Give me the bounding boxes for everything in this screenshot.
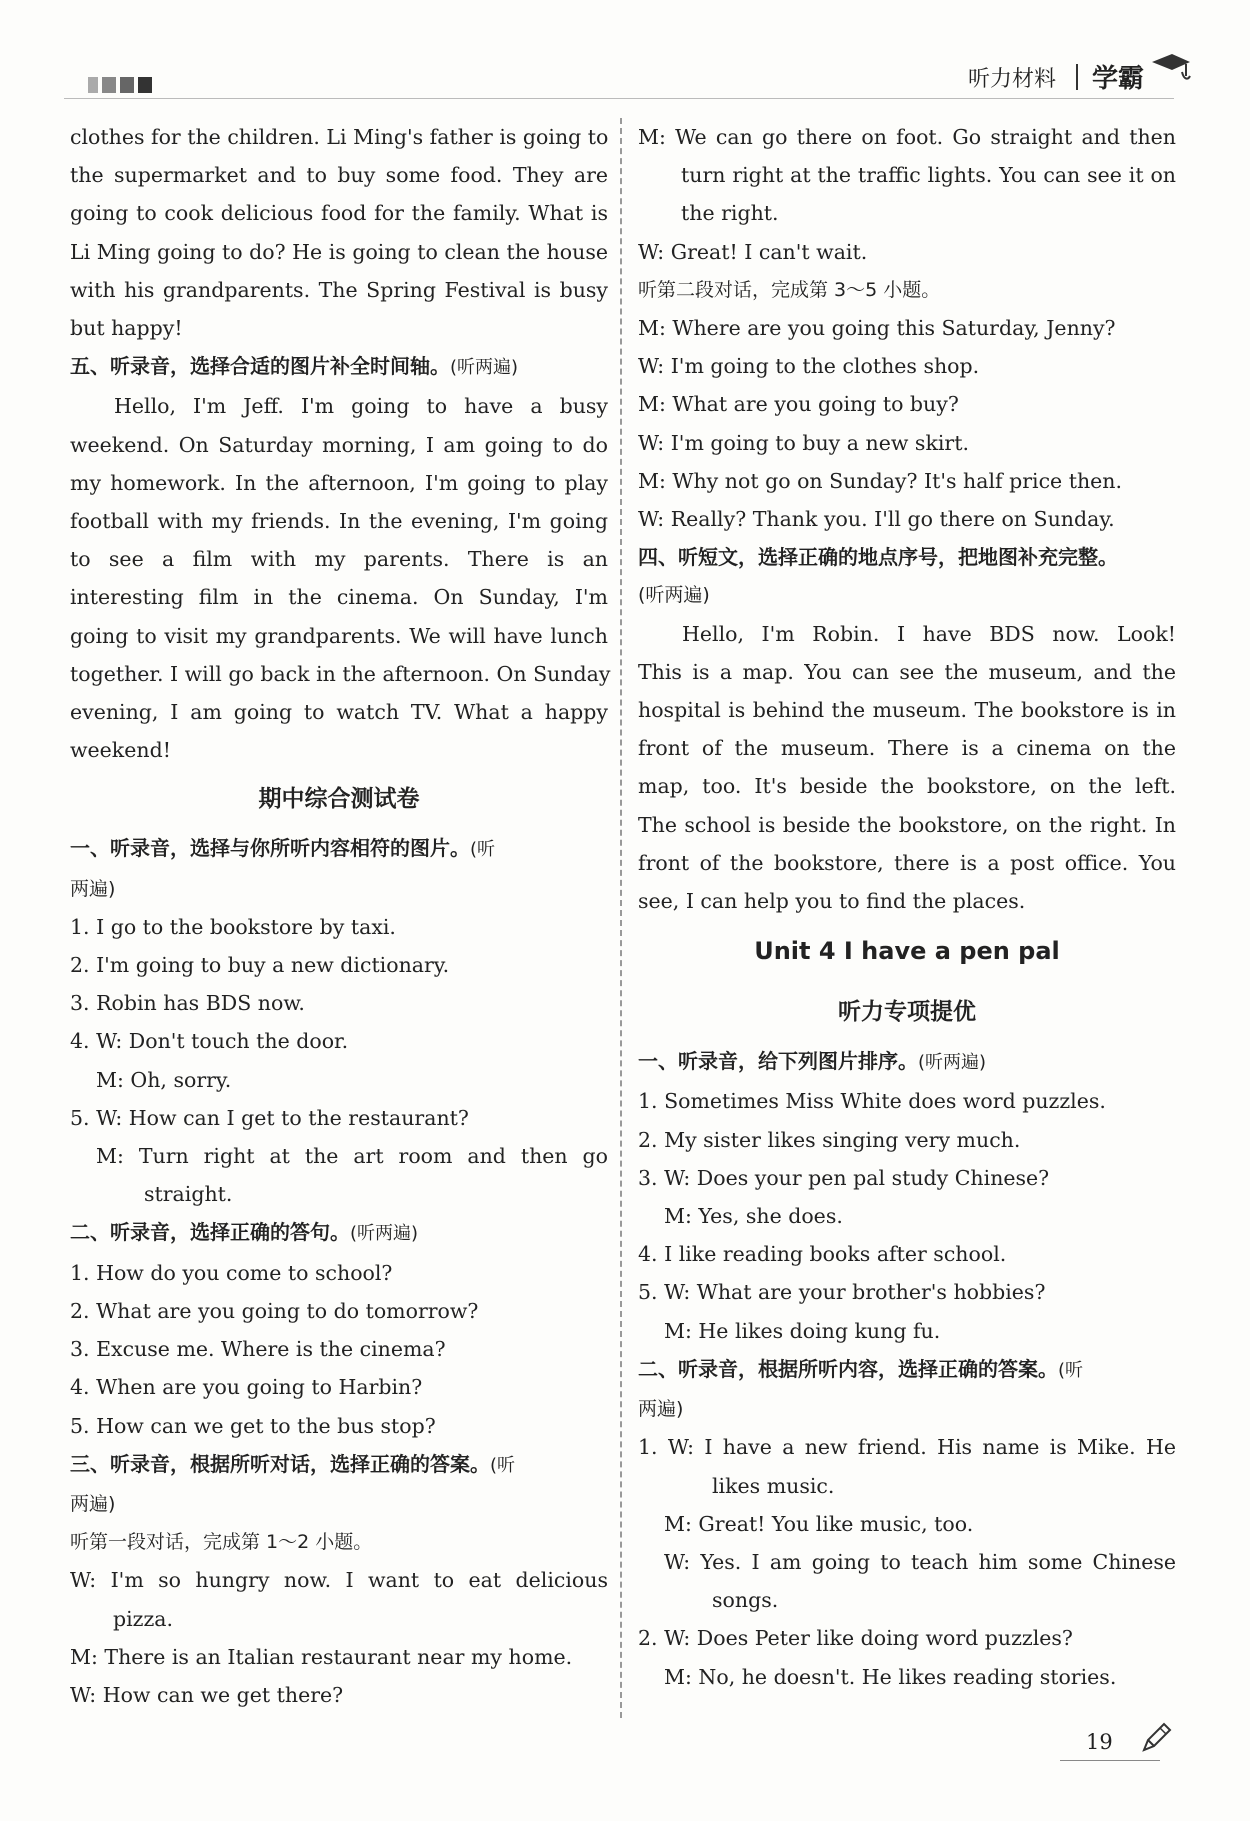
section-heading xyxy=(70,347,608,387)
pencil-icon xyxy=(1140,1722,1172,1754)
text-line: 1. W: I have a new friend. His name is Mike. He xyxy=(638,1435,1176,1460)
paragraph-first-line: Hello, I'm Robin. I have BDS now. Look! xyxy=(682,621,1176,646)
text-line: but happy! xyxy=(70,316,183,341)
text-line: W: Really? Thank you. I'll go there on Sunday. xyxy=(638,507,1115,532)
text-line: clothes for the children. Li Ming's father is going to xyxy=(70,125,609,149)
text-line: 4. W: Don't touch the door. xyxy=(70,1029,349,1054)
text-line: M: There is an Italian restaurant near my home. xyxy=(70,1644,573,1669)
text-line: 2. I'm going to buy a new dictionary. xyxy=(70,953,450,978)
text-line: see, I can help you to find the places. xyxy=(638,889,1026,914)
page-number-rule xyxy=(1060,1760,1160,1761)
section-heading-note: (听 xyxy=(1058,1359,1084,1381)
text-line: Li Ming going to do? He is going to clean the house xyxy=(70,239,608,264)
text-line: 1. How do you come to school? xyxy=(70,1260,393,1285)
dialogue-line: M: He likes doing kung fu. xyxy=(664,1318,941,1343)
text-line: front of the bookstore, there is a post office. You xyxy=(638,850,1176,875)
text-line: M: Why not go on Sunday? It's half price then. xyxy=(638,468,1123,493)
text-line: M: What are you going to buy? xyxy=(638,392,959,417)
page-number: 19 xyxy=(1086,1730,1113,1754)
text-line: M: Where are you going this Saturday, Jenny? xyxy=(638,316,1116,341)
dialogue-line: M: Oh, sorry. xyxy=(96,1067,232,1092)
text-line: football with my friends. In the evening, I'm going xyxy=(70,509,608,534)
text-line: 5. W: What are your brother's hobbies? xyxy=(638,1280,1046,1305)
text-line: weekend! xyxy=(70,738,171,763)
text-line: 3. Excuse me. Where is the cinema? xyxy=(70,1337,446,1362)
text-line: going to visit my grandparents. We will have lunch xyxy=(70,623,608,648)
text-line: This is a map. You can see the museum, and the xyxy=(638,659,1176,684)
section-heading-text: 五、听录音，选择合适的图片补全时间轴。 xyxy=(70,354,450,379)
dialogue-line: M: Turn right at the art room and then go xyxy=(96,1144,608,1169)
text-line: the supermarket and to buy some food. They are xyxy=(70,163,608,188)
text-line: W: I'm so hungry now. I want to eat delicious xyxy=(70,1568,608,1593)
section-heading xyxy=(70,1445,608,1485)
dialogue-continuation: songs. xyxy=(712,1588,779,1613)
dialogue-continuation: straight. xyxy=(144,1182,233,1207)
text-line: W: Great! I can't wait. xyxy=(638,239,868,264)
text-line: weekend. On Saturday morning, I am going to do xyxy=(70,432,608,457)
text-line: to see a film with my parents. There is an xyxy=(70,547,608,572)
section-heading-text: 二、听录音，选择正确的答句。 xyxy=(70,1220,350,1245)
section-heading-text: 一、听录音，选择与你所听内容相符的图片。 xyxy=(70,836,470,861)
text-line: 2. My sister likes singing very much. xyxy=(638,1127,1021,1152)
text-line: W: I'm going to the clothes shop. xyxy=(638,354,980,379)
header-brand: 学霸 xyxy=(1092,64,1145,94)
instruction-line: 两遍) xyxy=(638,1398,684,1421)
dialogue-continuation: turn right at the traffic lights. You can see it on xyxy=(681,163,1176,188)
text-line: W: I'm going to buy a new skirt. xyxy=(638,430,969,455)
header-decor-square-3 xyxy=(120,77,134,93)
header-decor-square-4 xyxy=(138,77,152,93)
section-heading xyxy=(638,1350,1176,1390)
section-heading-text: 一、听录音，给下列图片排序。 xyxy=(638,1049,918,1074)
instruction-line: 听第一段对话，完成第 1～2 小题。 xyxy=(70,1531,373,1554)
chapter-title: 期中综合测试卷 xyxy=(258,786,420,813)
section-heading xyxy=(70,829,608,869)
instruction-line: 听第二段对话，完成第 3～5 小题。 xyxy=(638,278,941,301)
header-decor-square-1 xyxy=(88,77,98,93)
text-line: with his grandparents. The Spring Festival is busy xyxy=(70,277,608,302)
header-rule xyxy=(64,98,1174,99)
text-line: 1. I go to the bookstore by taxi. xyxy=(70,914,396,939)
dialogue-continuation: pizza. xyxy=(113,1606,174,1631)
header-decor-square-2 xyxy=(102,77,116,93)
text-line: W: How can we get there? xyxy=(70,1682,344,1707)
unit-title: Unit 4 I have a pen pal xyxy=(754,937,1060,966)
text-line: M: We can go there on foot. Go straight and then xyxy=(638,125,1176,149)
text-line: together. I will go back in the afternoon. On Sunday xyxy=(70,661,611,686)
section-heading xyxy=(70,1213,608,1253)
text-line: my homework. In the afternoon, I'm going to play xyxy=(70,470,608,495)
text-line: 1. Sometimes Miss White does word puzzles. xyxy=(638,1089,1106,1114)
text-line: map, too. It's beside the bookstore, on the left. xyxy=(638,774,1176,799)
instruction-line: 两遍) xyxy=(70,877,116,900)
text-line: 5. W: How can I get to the restaurant? xyxy=(70,1105,469,1130)
text-line: evening, I am going to watch TV. What a happy xyxy=(70,700,608,725)
instruction-line: (听两遍) xyxy=(638,584,710,607)
chapter-title: 听力专项提优 xyxy=(838,999,976,1026)
text-line: 5. How can we get to the bus stop? xyxy=(70,1413,436,1438)
section-heading-text: 二、听录音，根据所听内容，选择正确的答案。 xyxy=(638,1356,1058,1381)
dialogue-line: M: Great! You like music, too. xyxy=(664,1511,974,1536)
section-heading-note: (听 xyxy=(490,1454,516,1476)
section-heading xyxy=(638,1042,1176,1082)
dialogue-line: M: No, he doesn't. He likes reading stories. xyxy=(664,1664,1117,1689)
dialogue-continuation: likes music. xyxy=(712,1473,835,1498)
text-line: 3. Robin has BDS now. xyxy=(70,991,305,1016)
dialogue-line: W: Yes. I am going to teach him some Chinese xyxy=(664,1549,1176,1574)
text-line: 3. W: Does your pen pal study Chinese? xyxy=(638,1165,1050,1190)
header-title: 听力材料 xyxy=(968,67,1057,92)
text-line: 2. What are you going to do tomorrow? xyxy=(70,1298,479,1323)
text-line: interesting film in the cinema. On Sunday, I'm xyxy=(70,585,608,610)
section-heading-note: (听两遍) xyxy=(450,357,519,379)
section-heading-note: (听两遍) xyxy=(918,1052,987,1074)
section-heading-text: 四、听短文，选择正确的地点序号，把地图补充完整。 xyxy=(638,545,1118,570)
text-line: front of the museum. There is a cinema on the xyxy=(638,736,1176,761)
text-line: The school is beside the bookstore, on the right. In xyxy=(638,812,1176,837)
left-column xyxy=(70,118,611,1714)
paragraph-first-line: Hello, I'm Jeff. I'm going to have a busy xyxy=(114,394,608,419)
text-line: hospital is behind the museum. The bookstore is in xyxy=(638,698,1176,723)
text-line: 2. W: Does Peter like doing word puzzles? xyxy=(638,1626,1073,1651)
text-line: going to cook delicious food for the family. What is xyxy=(70,201,608,226)
dialogue-continuation: the right. xyxy=(681,201,779,226)
section-heading-note: (听两遍) xyxy=(350,1223,419,1245)
header-separator xyxy=(1076,64,1078,90)
right-column xyxy=(638,118,1176,1696)
instruction-line: 两遍) xyxy=(70,1492,116,1515)
section-heading xyxy=(638,538,1176,576)
column-divider xyxy=(620,118,622,1718)
dialogue-line: M: Yes, she does. xyxy=(664,1204,843,1229)
section-heading-note: (听 xyxy=(470,839,496,861)
text-line: 4. When are you going to Harbin? xyxy=(70,1375,423,1400)
section-heading-text: 三、听录音，根据所听对话，选择正确的答案。 xyxy=(70,1451,490,1476)
graduation-cap-icon xyxy=(1148,50,1192,84)
text-line: 4. I like reading books after school. xyxy=(638,1242,1007,1267)
